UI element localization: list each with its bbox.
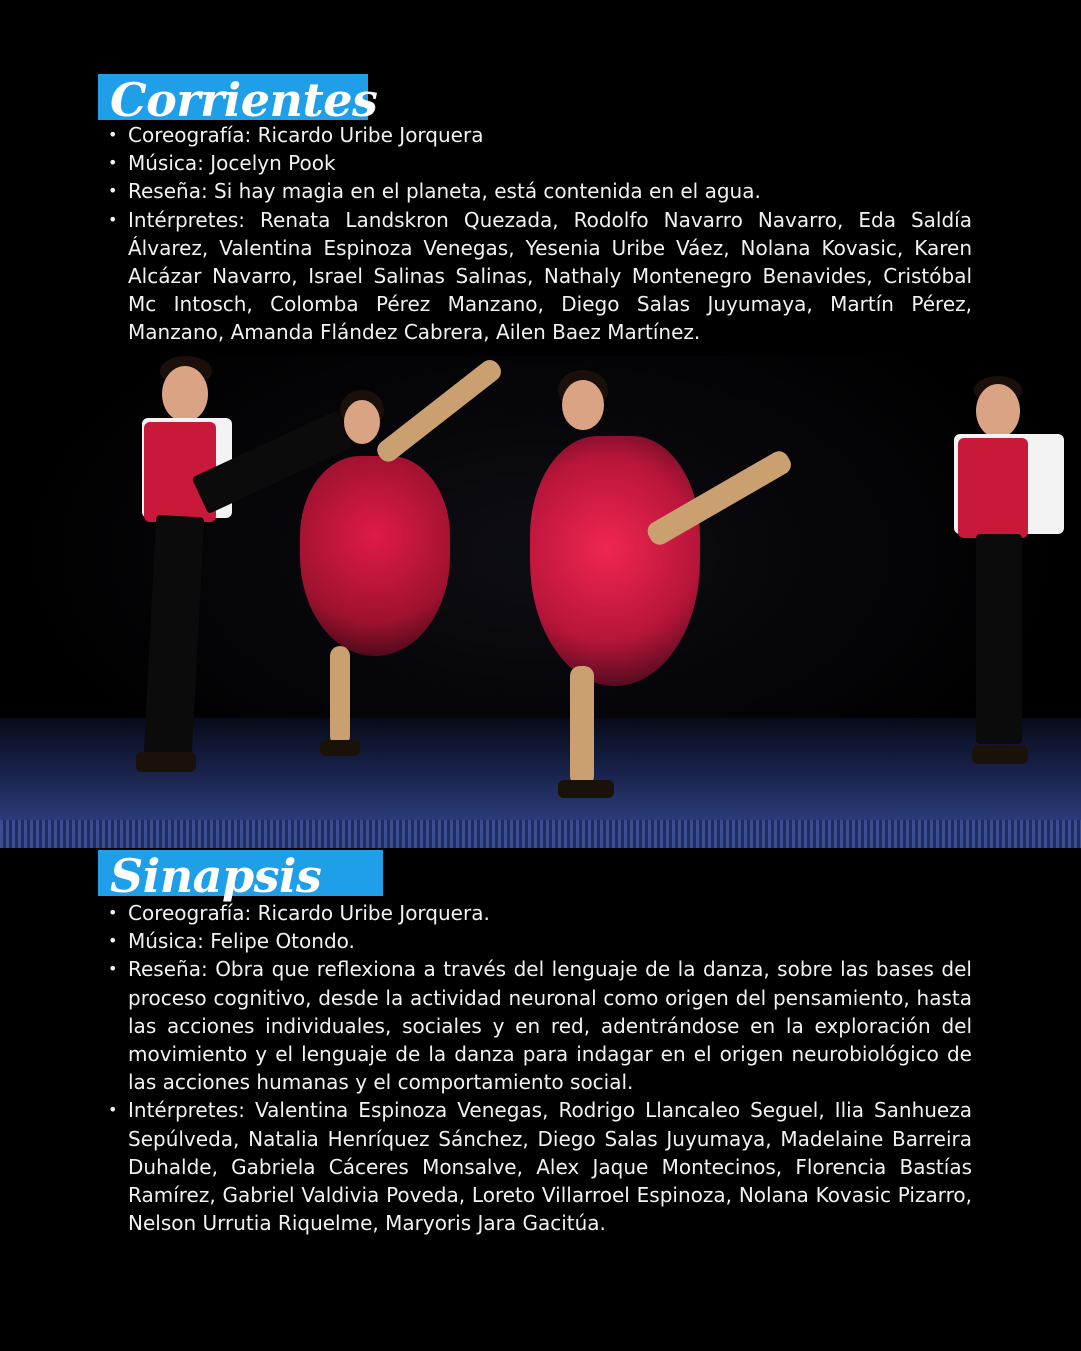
list-item-coreografia: • Coreografía: Ricardo Uribe Jorquera: [108, 121, 972, 149]
sinapsis-details-list: [108, 899, 972, 1237]
list-item-resena: • Reseña: Obra que reflexiona a través del lenguaje de la danza, sobre las bases del proceso cognitivo, desde la actividad neuronal como origen del pensamiento, hasta las acciones individuales, sociales y en red, adentrándose en la exploración del movimiento y el lenguaje de la danza para indagar en el origen neurobiológico de las acciones humanas y el comportamiento social.: [108, 955, 972, 1096]
list-item-musica: • Música: Felipe Otondo.: [108, 927, 972, 955]
section-title-corrientes: [98, 73, 378, 127]
female-dancer-back: [280, 386, 540, 756]
section-title-sinapsis: [98, 849, 383, 903]
list-item-musica: • Música: Jocelyn Pook: [108, 149, 972, 177]
female-dancer-front: [530, 366, 830, 806]
list-item-coreografia: • Coreografía: Ricardo Uribe Jorquera.: [108, 899, 972, 927]
male-dancer-right: [950, 376, 1081, 786]
list-item-interpretes: • Intérpretes: Valentina Espinoza Venegas, Rodrigo Llancaleo Seguel, Ilia Sanhueza Sepúlveda, Natalia Henríquez Sánchez, Diego Salas Juyumaya, Madelaine Barreira Duhalde, Gabriela Cáceres Monsalve, Alex Jaque Montecinos, Florencia Bastías Ramírez, Gabriel Valdivia Poveda, Loreto Villarroel Espinoza, Nolana Kovasic Pizarro, Nelson Urrutia Riquelme, Maryoris Jara Gacitúa.: [108, 1096, 972, 1237]
list-item-resena: • Reseña: Si hay magia en el planeta, está contenida en el agua.: [108, 177, 972, 205]
stage-edge: [0, 820, 1081, 848]
list-item-interpretes: • Intérpretes: Renata Landskron Quezada, Rodolfo Navarro Navarro, Eda Saldía Álvarez, Valentina Espinoza Venegas, Yesenia Uribe Váez, Nolana Kovasic, Karen Alcázar Navarro, Israel Salinas Salinas, Nathaly Montenegro Benavides, Cristóbal Mc Intosch, Colomba Pérez Manzano, Diego Salas Juyumaya, Martín Pérez, Manzano, Amanda Flández Cabrera, Ailen Baez Martínez.: [108, 206, 972, 347]
dance-performance-photo: [0, 356, 1081, 848]
corrientes-details-list: [108, 121, 972, 347]
section-title-text: Sinapsis: [110, 849, 322, 903]
section-title-text: Corrientes: [110, 73, 378, 127]
